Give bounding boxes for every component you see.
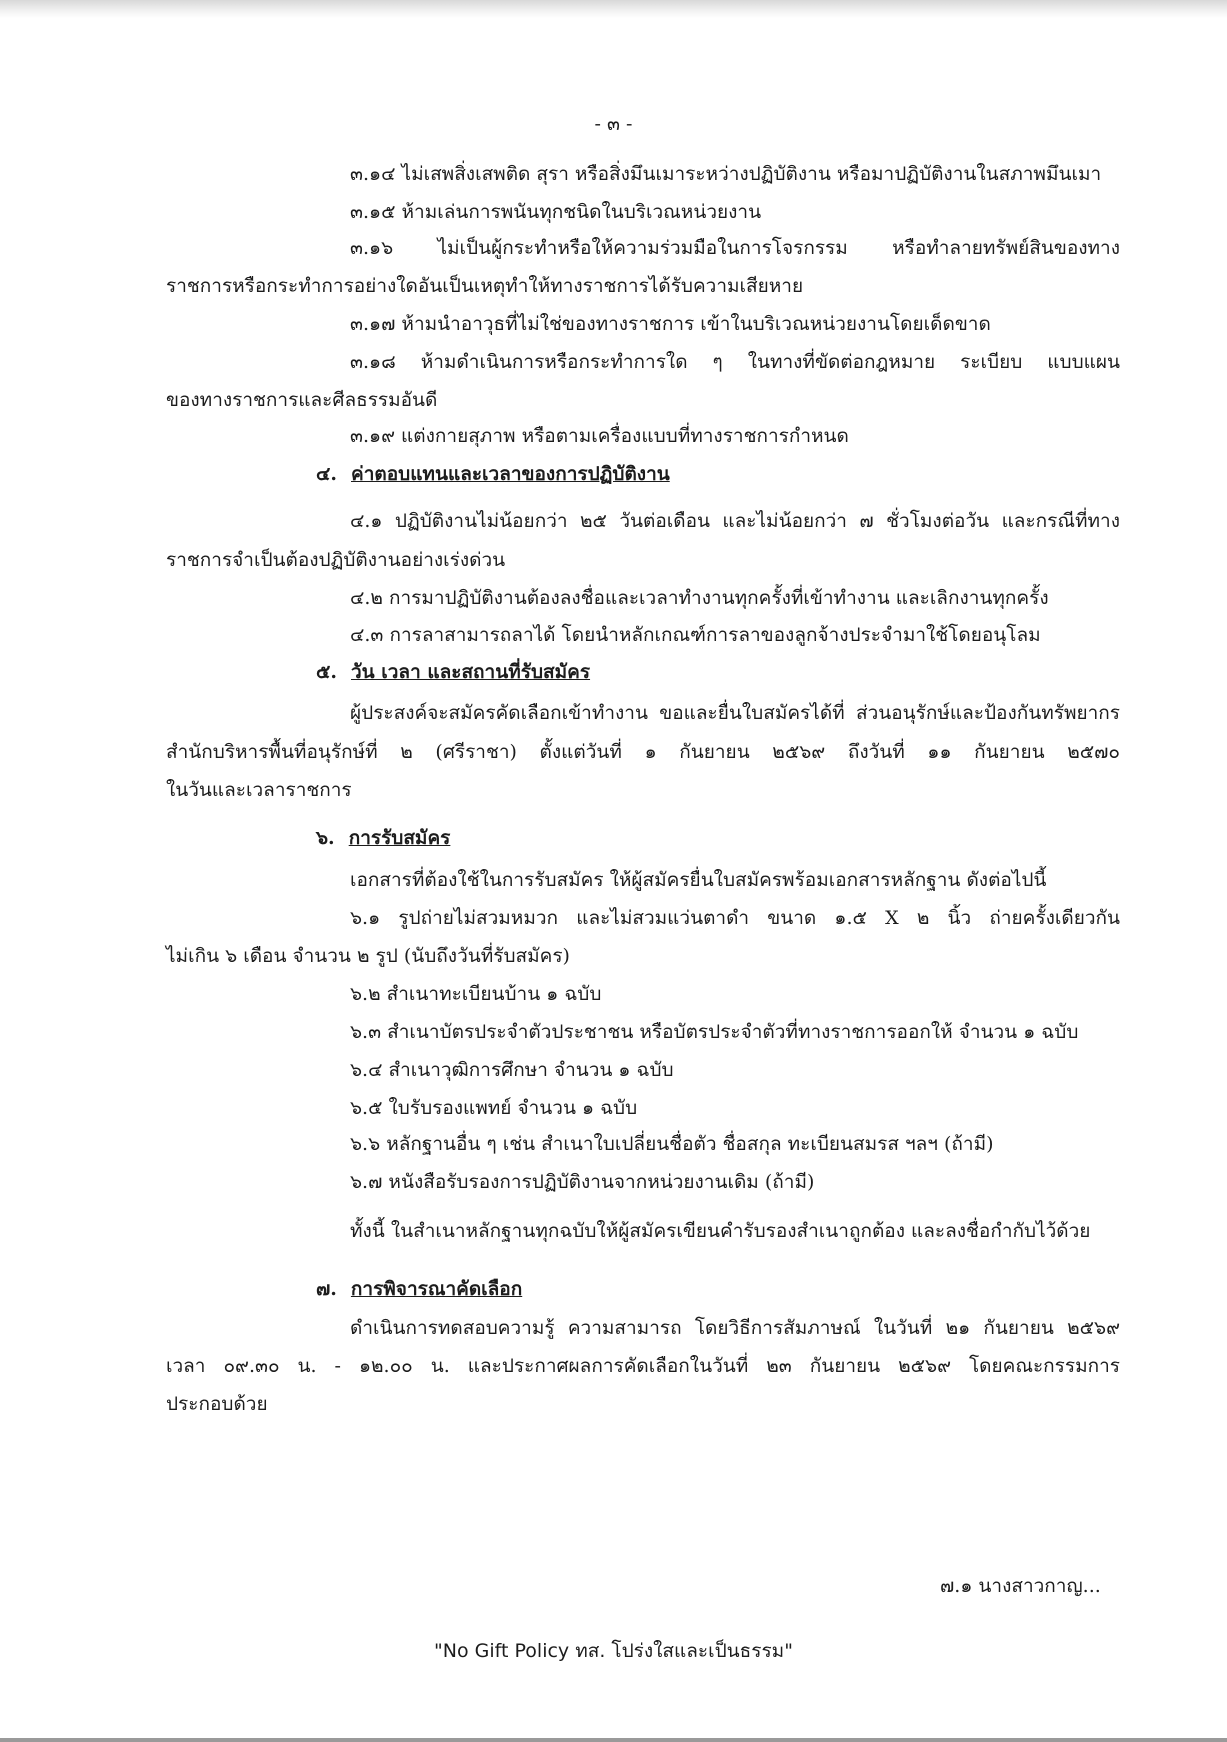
item-3-17: ๓.๑๗ ห้ามนำอาวุธที่ไม่ใช่ของทางราชการ เข้าในบริเวณหน่วยงานโดยเด็ดขาด (350, 313, 991, 335)
section-5-line3: ในวันและเวลาราชการ (166, 779, 352, 801)
item-4-3: ๔.๓ การลาสามารถลาได้ โดยนำหลักเกณฑ์การลาของลูกจ้างประจำมาใช้โดยอนุโลม (350, 624, 1041, 646)
section-5-number: ๕. (316, 661, 337, 683)
item-3-16-line2: ราชการหรือกระทำการอย่างใดอันเป็นเหตุทำให้ทางราชการได้รับความเสียหาย (166, 275, 804, 297)
section-6-title: การรับสมัคร (348, 827, 451, 849)
section-7-line2: เวลา ๐๙.๓๐ น. - ๑๒.๐๐ น. และประกาศผลการคัดเลือกในวันที่ ๒๓ กันยายน ๒๕๖๙ โดยคณะกรรมการ (166, 1355, 1120, 1377)
item-3-15: ๓.๑๕ ห้ามเล่นการพนันทุกชนิดในบริเวณหน่วยงาน (350, 201, 762, 223)
section-4-number: ๔. (316, 463, 337, 485)
section-6-note: ทั้งนี้ ในสำเนาหลักฐานทุกฉบับให้ผู้สมัครเขียนคำรับรองสำเนาถูกต้อง และลงชื่อกำกับไว้ด้วย (350, 1220, 1091, 1242)
scan-bottom-edge (0, 1738, 1227, 1742)
item-6-1-line2: ไม่เกิน ๖ เดือน จำนวน ๒ รูป (นับถึงวันที่รับสมัคร) (166, 945, 570, 967)
item-6-6: ๖.๖ หลักฐานอื่น ๆ เช่น สำเนาใบเปลี่ยนชื่อตัว ชื่อสกุล ทะเบียนสมรส ฯลฯ (ถ้ามี) (350, 1133, 994, 1155)
item-6-4: ๖.๔ สำเนาวุฒิการศึกษา จำนวน ๑ ฉบับ (350, 1059, 674, 1081)
section-5-heading (316, 661, 590, 683)
item-6-7: ๖.๗ หนังสือรับรองการปฏิบัติงานจากหน่วยงานเดิม (ถ้ามี) (350, 1171, 815, 1193)
item-6-1-line1: ๖.๑ รูปถ่ายไม่สวมหมวก และไม่สวมแว่นตาดำ ขนาด ๑.๕ X ๒ นิ้ว ถ่ายครั้งเดียวกัน (350, 907, 1120, 929)
section-5-title: วัน เวลา และสถานที่รับสมัคร (351, 661, 591, 683)
item-6-3: ๖.๓ สำเนาบัตรประจำตัวประชาชน หรือบัตรประจำตัวที่ทางราชการออกให้ จำนวน ๑ ฉบับ (350, 1021, 1079, 1043)
continuation-marker: ๗.๑ นางสาวกาญ... (940, 1575, 1101, 1597)
section-6-intro: เอกสารที่ต้องใช้ในการรับสมัคร ให้ผู้สมัครยื่นใบสมัครพร้อมเอกสารหลักฐาน ดังต่อไปนี้ (350, 869, 1047, 891)
section-7-number: ๗. (316, 1278, 337, 1300)
item-6-5: ๖.๕ ใบรับรองแพทย์ จำนวน ๑ ฉบับ (350, 1097, 638, 1119)
item-3-18-line1: ๓.๑๘ ห้ามดำเนินการหรือกระทำการใด ๆ ในทางที่ขัดต่อกฎหมาย ระเบียบ แบบแผน (350, 351, 1120, 373)
item-4-1-line2: ราชการจำเป็นต้องปฏิบัติงานอย่างเร่งด่วน (166, 549, 506, 571)
section-5-line2: สำนักบริหารพื้นที่อนุรักษ์ที่ ๒ (ศรีราชา) ตั้งแต่วันที่ ๑ กันยายน ๒๕๖๙ ถึงวันที่ ๑๑ กันยายน ๒๕๗๐ (166, 741, 1120, 763)
page-number: - ๓ - (594, 113, 633, 135)
item-4-1-line1: ๔.๑ ปฏิบัติงานไม่น้อยกว่า ๒๕ วันต่อเดือน และไม่น้อยกว่า ๗ ชั่วโมงต่อวัน และกรณีที่ทาง (350, 510, 1120, 532)
section-6-heading (316, 827, 450, 849)
item-3-18-line2: ของทางราชการและศีลธรรมอันดี (166, 389, 438, 411)
scan-top-edge (0, 0, 1227, 18)
item-3-19: ๓.๑๙ แต่งกายสุภาพ หรือตามเครื่องแบบที่ทางราชการกำหนด (350, 425, 849, 447)
item-3-16-line1: ๓.๑๖ ไม่เป็นผู้กระทำหรือให้ความร่วมมือในการโจรกรรม หรือทำลายทรัพย์สินของทาง (350, 237, 1120, 259)
no-gift-policy-footer: "No Gift Policy ทส. โปร่งใสและเป็นธรรม" (434, 1640, 793, 1662)
section-4-heading (316, 463, 670, 485)
item-3-14: ๓.๑๔ ไม่เสพสิ่งเสพติด สุรา หรือสิ่งมึนเมาระหว่างปฏิบัติงาน หรือมาปฏิบัติงานในสภาพมึนเมา (350, 163, 1102, 185)
section-7-line3: ประกอบด้วย (166, 1393, 268, 1415)
section-5-line1: ผู้ประสงค์จะสมัครคัดเลือกเข้าทำงาน ขอและยื่นใบสมัครได้ที่ ส่วนอนุรักษ์และป้องกันทรัพยากร (350, 702, 1120, 724)
section-4-title: ค่าตอบแทนและเวลาของการปฏิบัติงาน (351, 463, 670, 485)
section-7-heading (316, 1278, 522, 1300)
item-4-2: ๔.๒ การมาปฏิบัติงานต้องลงชื่อและเวลาทำงานทุกครั้งที่เข้าทำงาน และเลิกงานทุกครั้ง (350, 587, 1049, 609)
item-6-2: ๖.๒ สำเนาทะเบียนบ้าน ๑ ฉบับ (350, 983, 602, 1005)
section-7-title: การพิจารณาคัดเลือก (350, 1278, 523, 1300)
section-7-line1: ดำเนินการทดสอบความรู้ ความสามารถ โดยวิธีการสัมภาษณ์ ในวันที่ ๒๑ กันยายน ๒๕๖๙ (350, 1317, 1120, 1339)
section-6-number: ๖. (316, 827, 335, 849)
